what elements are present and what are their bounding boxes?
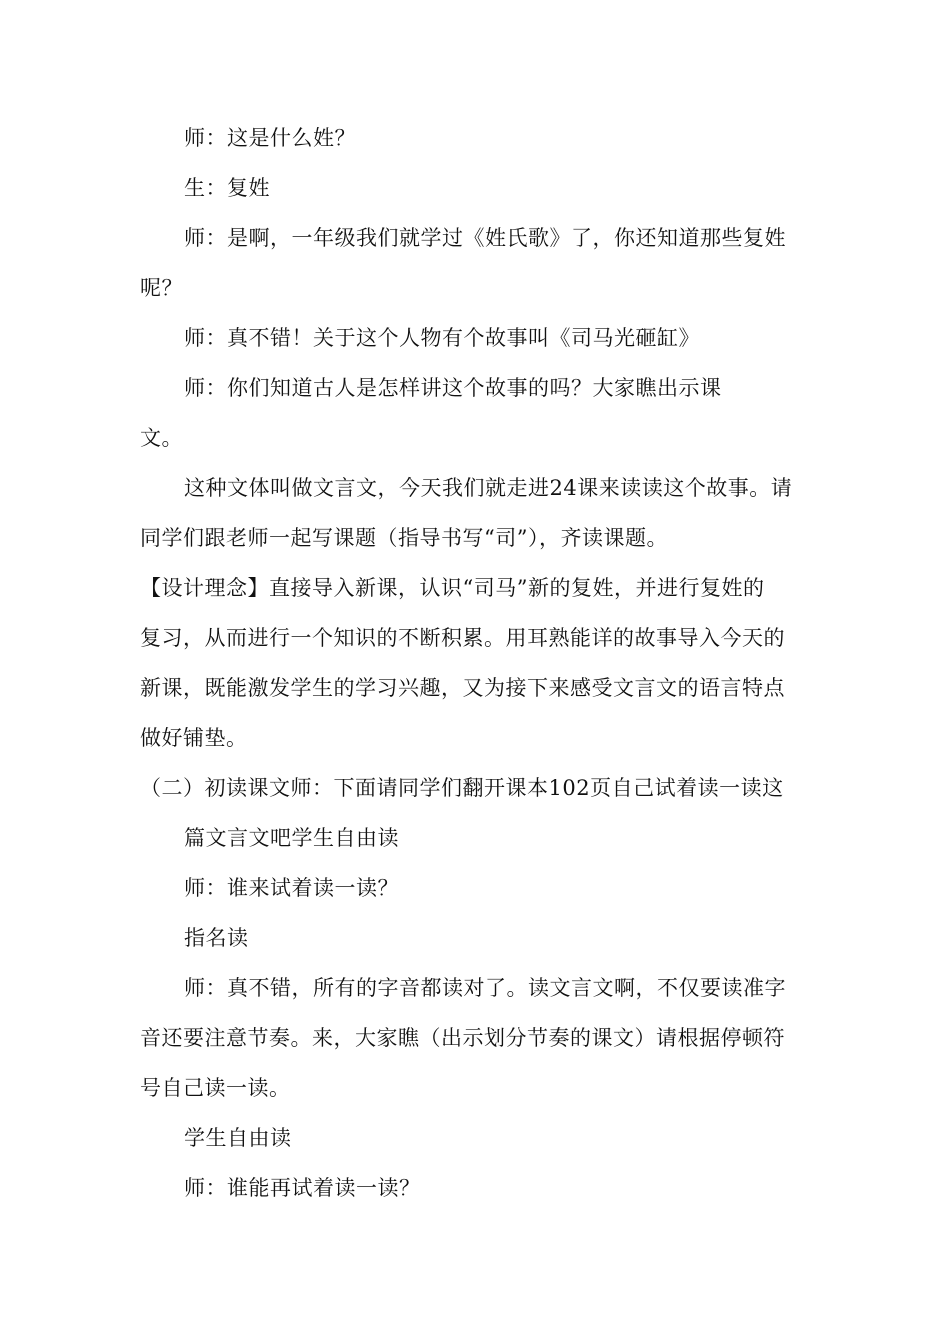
paragraph-line: 同学们跟老师一起写课题（指导书写“司”），齐读课题。 <box>140 526 668 550</box>
dialogue-line: 师：是啊，一年级我们就学过《姓氏歌》了，你还知道那些复姓 <box>184 226 786 250</box>
dialogue-line: 文。 <box>140 426 183 450</box>
paragraph-line: 学生自由读 <box>184 1126 292 1150</box>
section-heading-line: （二）初读课文师：下面请同学们翻开课本102页自己试着读一读这 <box>140 776 784 800</box>
dialogue-line: 生：复姓 <box>184 176 270 200</box>
dialogue-line: 师：真不错，所有的字音都读对了。读文言文啊，不仅要读准字 <box>184 976 786 1000</box>
dialogue-line: 师：你们知道古人是怎样讲这个故事的吗？大家瞧出示课 <box>184 376 722 400</box>
paragraph-line: 篇文言文吧学生自由读 <box>184 826 399 850</box>
design-note-line: 【设计理念】直接导入新课，认识“司马”新的复姓，并进行复姓的 <box>140 576 765 600</box>
dialogue-line: 呢？ <box>140 276 183 300</box>
design-note-line: 做好铺垫。 <box>140 726 248 750</box>
paragraph-line: 指名读 <box>184 926 249 950</box>
dialogue-line: 师：真不错！关于这个人物有个故事叫《司马光砸缸》 <box>184 326 700 350</box>
design-note-line: 复习，从而进行一个知识的不断积累。用耳熟能详的故事导入今天的 <box>140 626 785 650</box>
dialogue-line: 号自己读一读。 <box>140 1076 291 1100</box>
dialogue-line: 师：这是什么姓？ <box>184 126 356 150</box>
dialogue-line: 音还要注意节奏。来，大家瞧（出示划分节奏的课文）请根据停顿符 <box>140 1026 785 1050</box>
dialogue-line: 师：谁来试着读一读？ <box>184 876 399 900</box>
design-note-line: 新课，既能激发学生的学习兴趣，又为接下来感受文言文的语言特点 <box>140 676 785 700</box>
paragraph-line: 这种文体叫做文言文，今天我们就走进24课来读读这个故事。请 <box>184 476 793 500</box>
dialogue-line: 师：谁能再试着读一读？ <box>184 1176 421 1200</box>
